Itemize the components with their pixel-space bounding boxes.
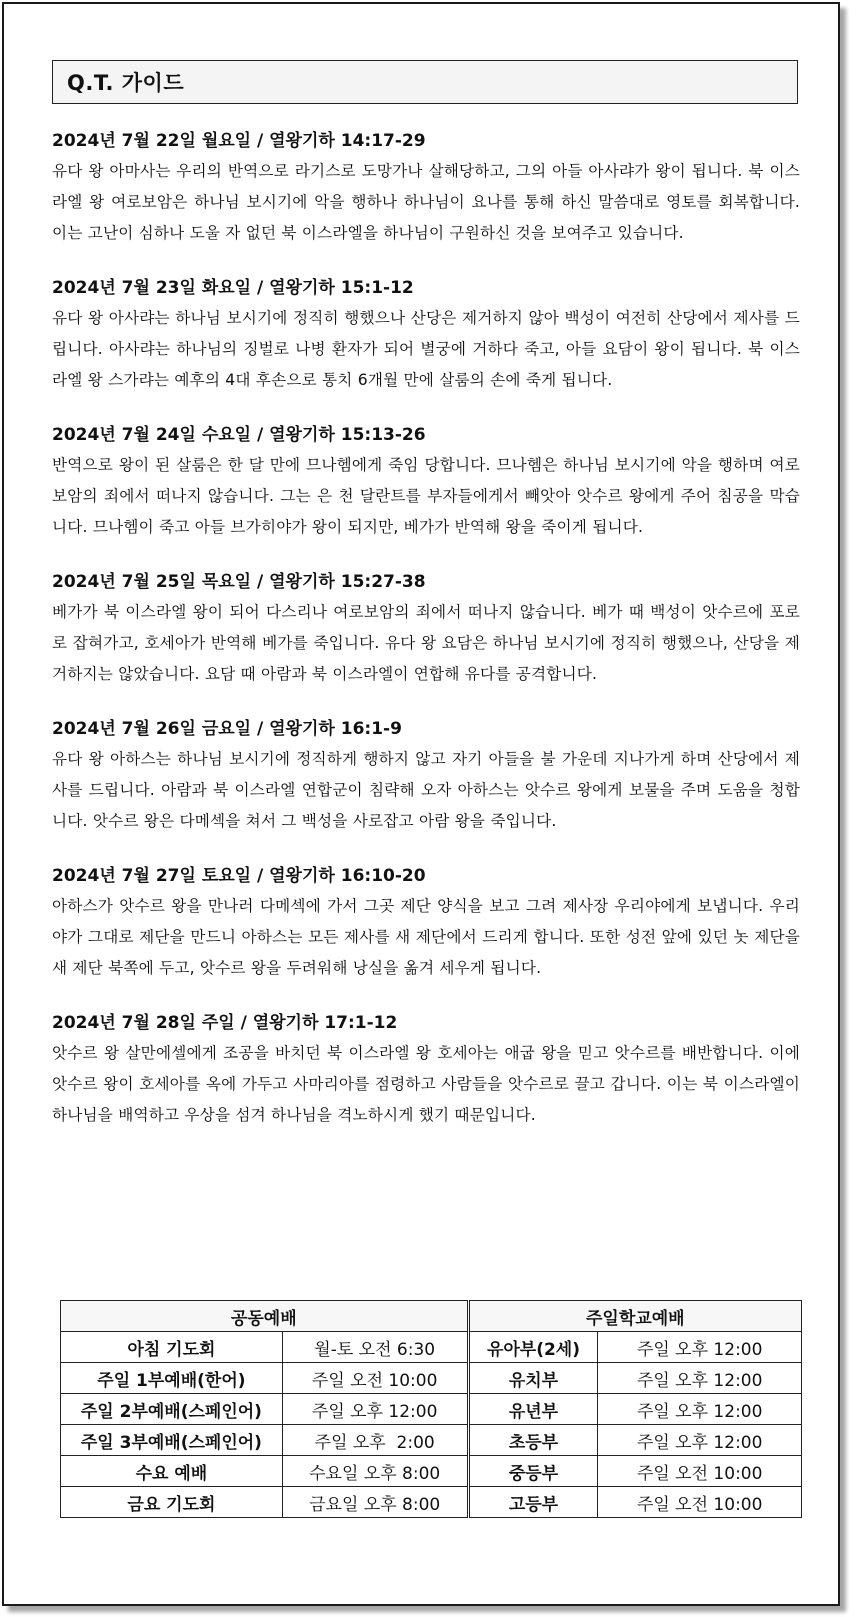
entry-body: 앗수르 왕 살만에셀에게 조공을 바치던 북 이스라엘 왕 호세아는 애굽 왕을 믿고 앗수르를 배반합니다. 이에 앗수르 왕이 호세아를 옥에 가두고 사마리아를 점령하고 사람들을 앗수르로 끌고 갑니다. 이는 북 이스라엘이 하나님을 배역하고 우상을 섬겨 하나님을 격노하시게 했기 때문입니다.	[52, 1044, 800, 1124]
worship-schedule-table	[60, 1300, 802, 1518]
header-common-worship: 공동예배	[61, 1301, 469, 1332]
service-time: 수요일 오후 8:00	[282, 1456, 468, 1487]
qt-entry	[52, 1008, 800, 1131]
school-name: 유치부	[468, 1363, 598, 1394]
school-name: 고등부	[468, 1487, 598, 1518]
school-time: 주일 오후 12:00	[598, 1425, 802, 1456]
service-name: 아침 기도회	[61, 1332, 283, 1363]
entry-body: 베가가 북 이스라엘 왕이 되어 다스리나 여로보암의 죄에서 떠나지 않습니다. 베가 때 백성이 앗수르에 포로로 잡혀가고, 호세아가 반역해 베가를 죽입니다. 유다 왕 요담은 하나님 보시기에 정직히 행했으나, 산당을 제거하지는 않았습니다. 요담 때 아람과 북 이스라엘이 연합해 유다를 공격합니다.	[52, 603, 800, 683]
table-row	[61, 1425, 802, 1456]
entry-heading: 2024년 7월 27일 토요일 / 열왕기하 16:10-20	[52, 866, 426, 886]
entry-heading: 2024년 7월 23일 화요일 / 열왕기하 15:1-12	[52, 278, 414, 298]
table-header-row	[61, 1301, 802, 1332]
entry-body: 유다 왕 아마사는 우리의 반역으로 라기스로 도망가나 살해당하고, 그의 아들 아사랴가 왕이 됩니다. 북 이스라엘 왕 여로보암은 하나님 보시기에 악을 행하나 하나님이 요나를 통해 하신 말씀대로 영토를 회복합니다. 이는 고난이 심하나 도울 자 없던 북 이스라엘을 하나님이 구원하신 것을 보여주고 있습니다.	[52, 162, 800, 242]
service-name: 주일 2부예배(스페인어)	[61, 1394, 283, 1425]
service-time: 주일 오후 2:00	[282, 1425, 468, 1456]
school-time: 주일 오후 12:00	[598, 1332, 802, 1363]
entry-heading: 2024년 7월 25일 목요일 / 열왕기하 15:27-38	[52, 572, 426, 592]
service-time: 주일 오전 10:00	[282, 1363, 468, 1394]
qt-entries	[52, 126, 800, 1155]
page-title-text: Q.T. 가이드	[67, 71, 185, 95]
qt-entry	[52, 273, 800, 396]
service-name: 수요 예배	[61, 1456, 283, 1487]
entry-heading: 2024년 7월 24일 수요일 / 열왕기하 15:13-26	[52, 425, 426, 445]
service-time: 금요일 오후 8:00	[282, 1487, 468, 1518]
qt-entry	[52, 714, 800, 837]
school-time: 주일 오전 10:00	[598, 1456, 802, 1487]
school-name: 중등부	[468, 1456, 598, 1487]
table-row	[61, 1332, 802, 1363]
entry-body: 반역으로 왕이 된 살룸은 한 달 만에 므나헴에게 죽임 당합니다. 므나헴은 하나님 보시기에 악을 행하며 여로보암의 죄에서 떠나지 않습니다. 그는 은 천 달란트를 부자들에게서 빼앗아 앗수르 왕에게 주어 침공을 막습니다. 므나헴이 죽고 아들 브가히야가 왕이 되지만, 베가가 반역해 왕을 죽이게 됩니다.	[52, 456, 800, 536]
school-time: 주일 오후 12:00	[598, 1394, 802, 1425]
table-row	[61, 1487, 802, 1518]
qt-entry	[52, 126, 800, 249]
service-name: 주일 1부예배(한어)	[61, 1363, 283, 1394]
header-sunday-school: 주일학교예배	[468, 1301, 801, 1332]
table-row	[61, 1363, 802, 1394]
school-name: 유아부(2세)	[468, 1332, 598, 1363]
table-row	[61, 1456, 802, 1487]
table-row	[61, 1394, 802, 1425]
school-time: 주일 오후 12:00	[598, 1363, 802, 1394]
service-time: 주일 오후 12:00	[282, 1394, 468, 1425]
school-name: 초등부	[468, 1425, 598, 1456]
school-name: 유년부	[468, 1394, 598, 1425]
entry-heading: 2024년 7월 28일 주일 / 열왕기하 17:1-12	[52, 1013, 398, 1033]
entry-heading: 2024년 7월 26일 금요일 / 열왕기하 16:1-9	[52, 719, 402, 739]
page-title	[52, 60, 798, 104]
qt-entry	[52, 420, 800, 543]
entry-heading: 2024년 7월 22일 월요일 / 열왕기하 14:17-29	[52, 131, 426, 151]
page-frame	[2, 2, 840, 1606]
service-time: 월-토 오전 6:30	[282, 1332, 468, 1363]
entry-body: 유다 왕 아하스는 하나님 보시기에 정직하게 행하지 않고 자기 아들을 불 가운데 지나가게 하며 산당에서 제사를 드립니다. 아람과 북 이스라엘 연합군이 침략해 오자 아하스는 앗수르 왕에게 보물을 주며 도움을 청합니다. 앗수르 왕은 다메섹을 쳐서 그 백성을 사로잡고 아람 왕을 죽입니다.	[52, 750, 800, 830]
service-name: 금요 기도회	[61, 1487, 283, 1518]
entry-body: 유다 왕 아사랴는 하나님 보시기에 정직히 행했으나 산당은 제거하지 않아 백성이 여전히 산당에서 제사를 드립니다. 아사랴는 하나님의 징벌로 나병 환자가 되어 별궁에 거하다 죽고, 아들 요담이 왕이 됩니다. 북 이스라엘 왕 스가랴는 예후의 4대 후손으로 통치 6개월 만에 살룸의 손에 죽게 됩니다.	[52, 309, 800, 389]
service-name: 주일 3부예배(스페인어)	[61, 1425, 283, 1456]
entry-body: 아하스가 앗수르 왕을 만나러 다메섹에 가서 그곳 제단 양식을 보고 그려 제사장 우리야에게 보냅니다. 우리야가 그대로 제단을 만드니 아하스는 모든 제사를 새 제단에서 드리게 합니다. 또한 성전 앞에 있던 놋 제단을 새 제단 북쪽에 두고, 앗수르 왕을 두려워해 낭실을 옮겨 세우게 됩니다.	[52, 897, 800, 977]
school-time: 주일 오전 10:00	[598, 1487, 802, 1518]
qt-entry	[52, 567, 800, 690]
qt-entry	[52, 861, 800, 984]
